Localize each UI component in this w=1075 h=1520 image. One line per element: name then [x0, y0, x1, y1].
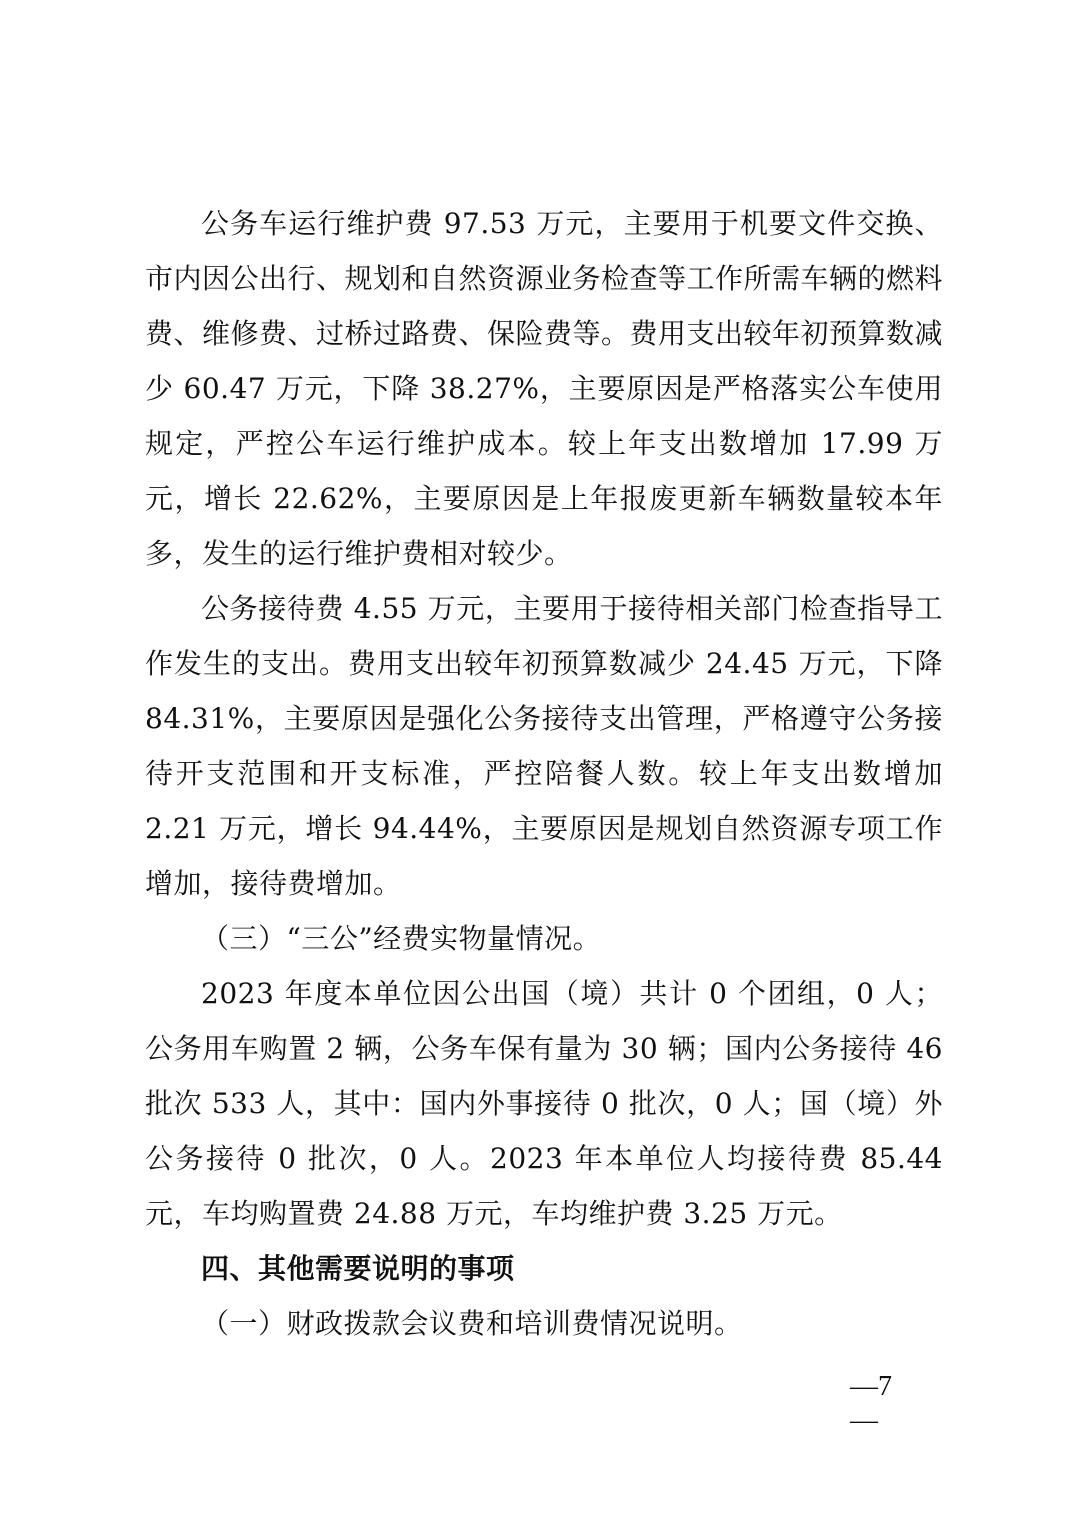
- document-body: [145, 196, 943, 1351]
- section-heading-other-matters: 四、其他需要说明的事项: [201, 1252, 515, 1285]
- paragraph-vehicle-maintenance: 公务车运行维护费 97.53 万元，主要用于机要文件交换、市内因公出行、规划和自然资源业务检查等工作所需车辆的燃料费、维修费、过桥过路费、保险费等。费用支出较年初预算数减少 60.47 万元，下降 38.27%，主要原因是严格落实公车使用规定，严控公车运行维护成本。较上年支出数增加 17.99 万元，增长 22.62%，主要原因是上年报废更新车辆数量较本年多，发生的运行维护费相对较少。: [145, 207, 944, 570]
- paragraph-reception-expense: 公务接待费 4.55 万元，主要用于接待相关部门检查指导工作发生的支出。费用支出较年初预算数减少 24.45 万元，下降 84.31%，主要原因是强化公务接待支出管理，严格遵守公务接待开支范围和开支标准，严控陪餐人数。较上年支出数增加 2.21 万元，增长 94.44%，主要原因是规划自然资源专项工作增加，接待费增加。: [145, 592, 943, 900]
- paragraph-physical-quantity-detail: 2023 年度本单位因公出国（境）共计 0 个团组，0 人；公务用车购置 2 辆，公务车保有量为 30 辆；国内公务接待 46 批次 533 人，其中：国内外事接待 0 批次，0 人；国（境）外公务接待 0 批次，0 人。2023 年本单位人均接待费 85.44 元，车均购置费 24.88 万元，车均维护费 3.25 万元。: [145, 977, 943, 1230]
- subheading-meeting-training: （一）财政拨款会议费和培训费情况说明。: [201, 1307, 743, 1340]
- page-number: —7—: [850, 1371, 892, 1436]
- subheading-physical-quantity: （三）“三公”经费实物量情况。: [201, 922, 602, 955]
